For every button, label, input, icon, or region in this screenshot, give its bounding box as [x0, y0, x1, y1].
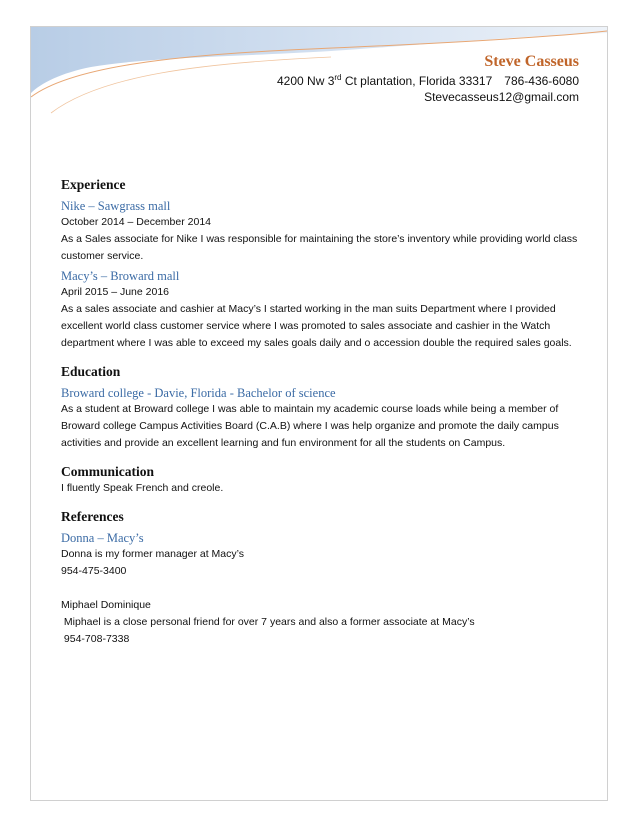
education-description: As a student at Broward college I was able to maintain my academic course loads while being a member of Broward college Campus Activities Board (C.A.B) where I was help organize and promote the daily campus activities and provide an excellent learning and fun environment for all the students on Campus.: [61, 403, 559, 449]
spacer: [61, 580, 581, 597]
reference-description: Donna is my former manager at Macy’s: [61, 548, 245, 560]
address-ordinal: rd: [334, 73, 342, 82]
education-heading: Education: [61, 364, 121, 379]
resume-page: [30, 26, 608, 801]
address-prefix: 4200 Nw 3: [277, 74, 335, 88]
school-title: Broward college - Davie, Florida - Bachelor of science: [61, 386, 336, 400]
communication-heading: Communication: [61, 464, 155, 479]
job-description: As a sales associate and cashier at Macy’s I started working in the man suits Department where I provided excellent world class customer service where I was promoted to sales associate and cashier in the Watch department where I was able to exceed my sales goals daily and o accession double the required sales goals.: [61, 303, 572, 349]
candidate-name: Steve Casseus: [484, 53, 579, 70]
experience-section: [61, 177, 581, 352]
reference-description: Miphael is a close personal friend for over 7 years and also a former associate at Macy’s: [61, 616, 475, 628]
references-heading: References: [61, 509, 124, 524]
phone-number: 786-436-6080: [504, 74, 579, 88]
experience-heading: Experience: [61, 177, 126, 192]
contact-address-line: [277, 73, 579, 88]
job-description: As a Sales associate for Nike I was responsible for maintaining the store’s inventory while providing world class customer service.: [61, 233, 578, 262]
job-dates: October 2014 – December 2014: [61, 216, 212, 228]
email-address: Stevecasseus12@gmail.com: [424, 90, 579, 104]
references-section: [61, 509, 581, 648]
job-title: Macy’s – Broward mall: [61, 269, 180, 283]
reference-title: Donna – Macy’s: [61, 531, 144, 545]
communication-section: [61, 464, 581, 497]
job-dates: April 2015 – June 2016: [61, 286, 169, 298]
reference-name: Miphael Dominique: [61, 599, 151, 611]
communication-description: I fluently Speak French and creole.: [61, 482, 224, 494]
job-title: Nike – Sawgrass mall: [61, 199, 171, 213]
address-suffix: Ct plantation, Florida 33317: [341, 74, 493, 88]
reference-phone: 954-475-3400: [61, 565, 127, 577]
reference-phone: 954-708-7338: [61, 633, 130, 645]
resume-body: [61, 177, 581, 660]
education-section: [61, 364, 581, 452]
